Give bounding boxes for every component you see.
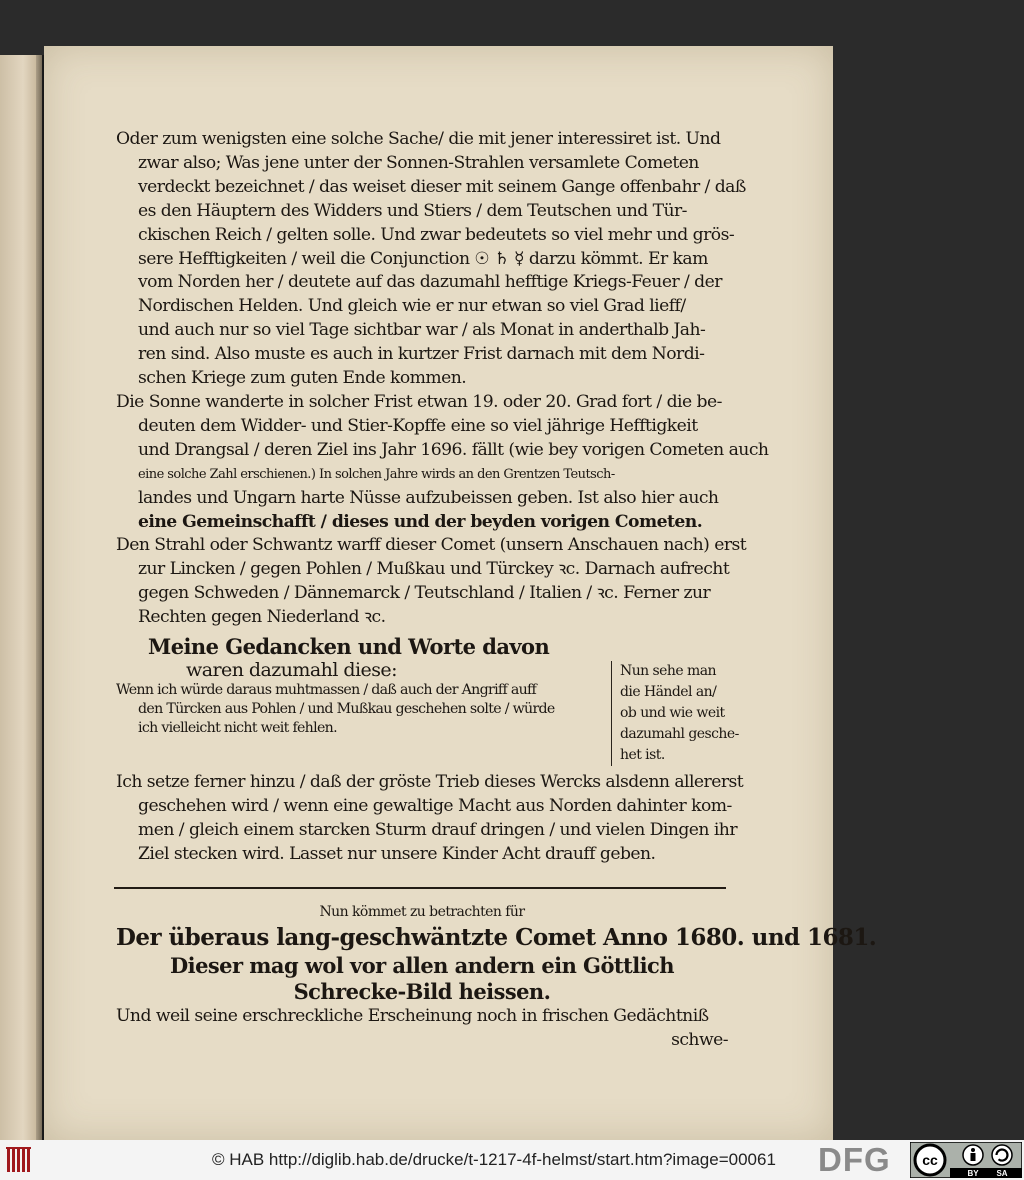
text-line: Oder zum wenigsten eine solche Sache/ die mit jener interessiret ist. Und xyxy=(116,129,721,149)
hab-logo-icon xyxy=(4,1144,36,1176)
text-line: zwar also; Was jene unter der Sonnen-Strahlen versamlete Cometen xyxy=(138,152,699,173)
margin-note-line: ob und wie weit xyxy=(620,705,725,722)
text-line: ckischen Reich / gelten solle. Und zwar bedeutets so viel mehr und grös- xyxy=(138,224,735,245)
opinion-main-column xyxy=(116,659,616,738)
copyright-link[interactable]: © HAB http://diglib.hab.de/drucke/t-1217-4f-helmst/start.htm?image=00061 xyxy=(212,1150,776,1169)
text-line: Rechten gegen Niederland ꝛc. xyxy=(138,607,386,628)
paragraph-sonne xyxy=(116,391,776,534)
svg-text:BY: BY xyxy=(967,1169,979,1178)
und-weil-line: Und weil seine erschreckliche Erscheinung noch in frischen Gedächtniß xyxy=(116,1005,709,1026)
text-line: Den Strahl oder Schwantz warff dieser Comet (unsern Anschauen nach) erst xyxy=(116,535,747,556)
text-line: zur Lincken / gegen Pohlen / Mußkau und Türckey ꝛc. Darnach aufrecht xyxy=(138,559,730,580)
text-line: eine Gemeinschafft / dieses und der beyden vorigen Cometen. xyxy=(138,511,703,532)
text-line: verdeckt bezeichnet / das weiset dieser mit seinem Gange offenbahr / daß xyxy=(138,176,746,197)
text-line: ren sind. Also muste es auch in kurtzer Frist darnach mit dem Nordi- xyxy=(138,344,705,365)
schrecke-bild-line: Schrecke-Bild heissen. xyxy=(293,978,551,1004)
text-line: Wenn ich würde daraus muhtmassen / daß auch der Angriff auff xyxy=(116,682,537,699)
text-line: sere Hefftigkeiten / weil die Conjunction ☉ ♄ ☿ darzu kömmt. Er kam xyxy=(138,248,708,269)
catchword: schwe- xyxy=(671,1029,728,1050)
text-line: Die Sonne wanderte in solcher Frist etwan 19. oder 20. Grad fort / die be- xyxy=(116,391,722,412)
opinion-section xyxy=(116,659,776,771)
comet-title: Der überaus lang-geschwäntzte Comet Anno 1680. und 1681. xyxy=(116,923,877,951)
svg-text:cc: cc xyxy=(922,1152,938,1168)
text-line: geschehen wird / wenn eine gewaltige Macht aus Norden dahinter kom- xyxy=(138,795,732,816)
margin-note-line: Nun sehe man xyxy=(620,663,716,680)
text-line: Ich setze ferner hinzu / daß der gröste Trieb dieses Wercks alsdenn allererst xyxy=(116,772,744,793)
cc-by-sa-badge-icon[interactable] xyxy=(910,1142,1022,1178)
page-text xyxy=(116,128,877,1052)
text-line: und Drangsal / deren Ziel ins Jahr 1696. fällt (wie bey vorigen Cometen auch xyxy=(138,439,769,460)
section-divider xyxy=(114,887,726,889)
text-line: eine solche Zahl erschienen.) In solchen Jahre wirds an den Grentzen Teutsch- xyxy=(138,466,615,482)
nun-kommet-line: Nun kömmet zu betrachten für xyxy=(319,903,525,920)
text-line: deuten dem Widder- und Stier-Kopffe eine so viel jährige Hefftigkeit xyxy=(138,415,698,436)
paragraph-oder xyxy=(116,128,776,391)
text-line: gegen Schweden / Dännemarck / Teutschland / Italien / ꝛc. Ferner zur xyxy=(138,583,711,604)
footer-bar xyxy=(0,1140,1024,1180)
heading-waren-dazumahl: waren dazumahl diese: xyxy=(186,659,397,682)
text-line: landes und Ungarn harte Nüsse aufzubeissen geben. Ist also hier auch xyxy=(138,487,719,508)
paragraph-strahl xyxy=(116,534,776,630)
text-line: men / gleich einem starcken Sturm drauf dringen / und vielen Dingen ihr xyxy=(138,819,737,840)
svg-text:SA: SA xyxy=(996,1169,1008,1178)
paragraph-wenn xyxy=(116,681,616,738)
margin-note-line: die Händel an/ xyxy=(620,684,717,701)
margin-note xyxy=(611,661,760,766)
document-page xyxy=(44,46,877,1140)
margin-note-line: dazumahl gesche- xyxy=(620,726,739,743)
text-line: und auch nur so viel Tage sichtbar war / als Monat in anderthalb Jah- xyxy=(138,320,706,341)
page-gutter-shadow xyxy=(36,55,44,1140)
paragraph-ich xyxy=(116,771,776,867)
dfg-logo: DFG xyxy=(818,1141,891,1178)
text-line: Nordischen Helden. Und gleich wie er nur etwan so viel Grad lieff/ xyxy=(138,296,686,317)
text-line: es den Häuptern des Widders und Stiers / dem Teutschen und Tür- xyxy=(138,200,687,221)
text-line: Ziel stecken wird. Lasset nur unsere Kinder Acht drauff geben. xyxy=(138,843,656,864)
text-line: schen Kriege zum guten Ende kommen. xyxy=(138,368,467,389)
text-line: ich vielleicht nicht weit fehlen. xyxy=(138,720,337,737)
text-line: vom Norden her / deutete auf das dazumahl hefftige Kriegs-Feuer / der xyxy=(138,272,722,293)
text-line: den Türcken aus Pohlen / und Mußkau geschehen solte / würde xyxy=(138,701,555,718)
heading-meine-gedancken: Meine Gedancken und Worte davon xyxy=(148,634,550,660)
margin-note-line: het ist. xyxy=(620,747,665,764)
dieser-mag-line: Dieser mag wol vor allen andern ein Göttlich xyxy=(169,952,675,978)
